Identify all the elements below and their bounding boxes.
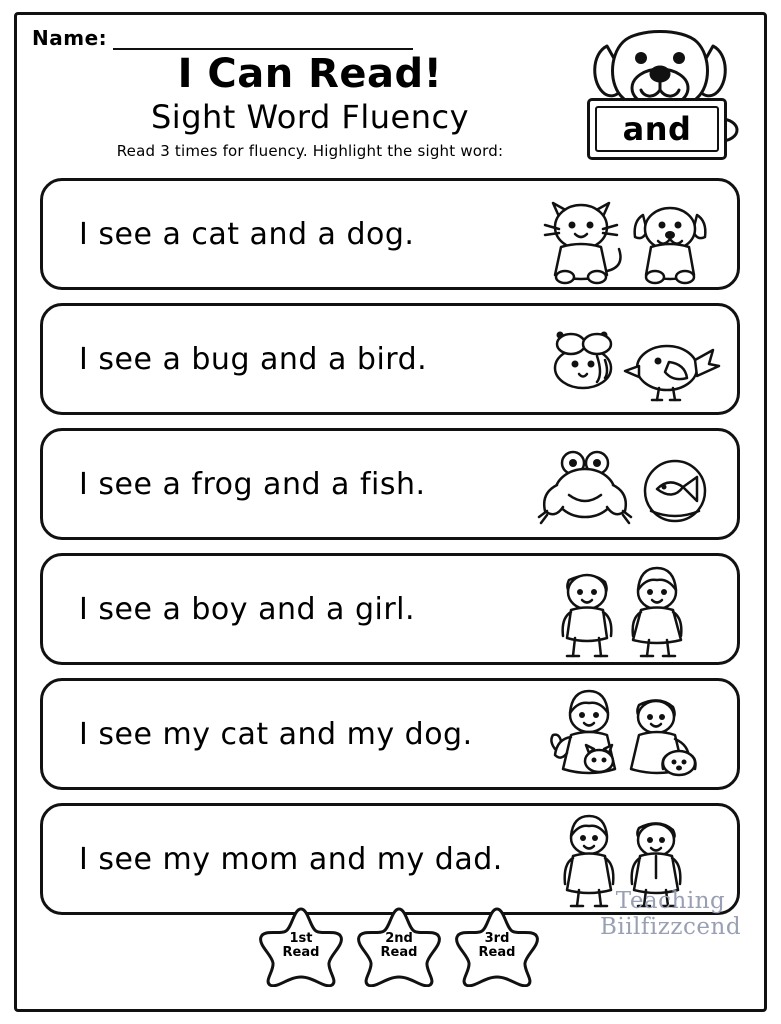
bee-and-bird-illustration bbox=[531, 312, 721, 412]
sentence-strip[interactable] bbox=[40, 428, 740, 540]
frog-and-fish-illustration bbox=[531, 437, 721, 537]
sentence-strip[interactable] bbox=[40, 303, 740, 415]
dog-with-sign-illustration bbox=[571, 20, 751, 180]
instructions-text: Read 3 times for fluency. Highlight the sight word: bbox=[116, 142, 504, 160]
sentence-strip[interactable] bbox=[40, 553, 740, 665]
sentence-text: I see a boy and a girl. bbox=[79, 591, 416, 627]
read-tracker-group bbox=[258, 905, 540, 987]
girl-with-cat-and-boy-with-dog-illustration bbox=[531, 687, 721, 787]
boy-and-girl-illustration bbox=[531, 562, 721, 662]
logo-line-2: Biilfizzcend bbox=[599, 914, 742, 940]
read-tracker-ordinal: 2nd bbox=[385, 931, 413, 946]
name-field-row bbox=[32, 26, 413, 50]
read-tracker-star[interactable] bbox=[356, 905, 442, 987]
sentence-text: I see a cat and a dog. bbox=[79, 216, 415, 252]
name-label: Name: bbox=[32, 26, 108, 50]
publisher-logo bbox=[588, 888, 753, 964]
sight-word-text: and bbox=[622, 110, 692, 148]
read-tracker-word: Read bbox=[282, 945, 320, 960]
sentence-strip-list bbox=[40, 178, 740, 928]
cat-and-dog-illustration bbox=[531, 187, 721, 287]
sentence-strip[interactable] bbox=[40, 678, 740, 790]
read-tracker-word: Read bbox=[478, 945, 516, 960]
read-tracker-ordinal: 3rd bbox=[484, 931, 510, 946]
read-tracker-word: Read bbox=[380, 945, 418, 960]
sentence-text: I see a bug and a bird. bbox=[79, 341, 428, 377]
read-tracker-star[interactable] bbox=[454, 905, 540, 987]
logo-line-1: Teaching bbox=[615, 888, 726, 914]
read-tracker-label bbox=[258, 932, 344, 960]
read-tracker-ordinal: 1st bbox=[289, 931, 313, 946]
title-block bbox=[60, 52, 560, 160]
page-subtitle: Sight Word Fluency bbox=[150, 98, 469, 136]
read-tracker-label bbox=[454, 932, 540, 960]
sight-word-sign bbox=[587, 98, 727, 160]
read-tracker-star[interactable] bbox=[258, 905, 344, 987]
name-input-line[interactable] bbox=[113, 28, 413, 50]
page-title: I Can Read! bbox=[177, 51, 443, 97]
sentence-strip[interactable] bbox=[40, 178, 740, 290]
read-tracker-label bbox=[356, 932, 442, 960]
sentence-text: I see my cat and my dog. bbox=[79, 716, 473, 752]
sentence-text: I see a frog and a fish. bbox=[79, 466, 426, 502]
sentence-text: I see my mom and my dad. bbox=[79, 841, 503, 877]
